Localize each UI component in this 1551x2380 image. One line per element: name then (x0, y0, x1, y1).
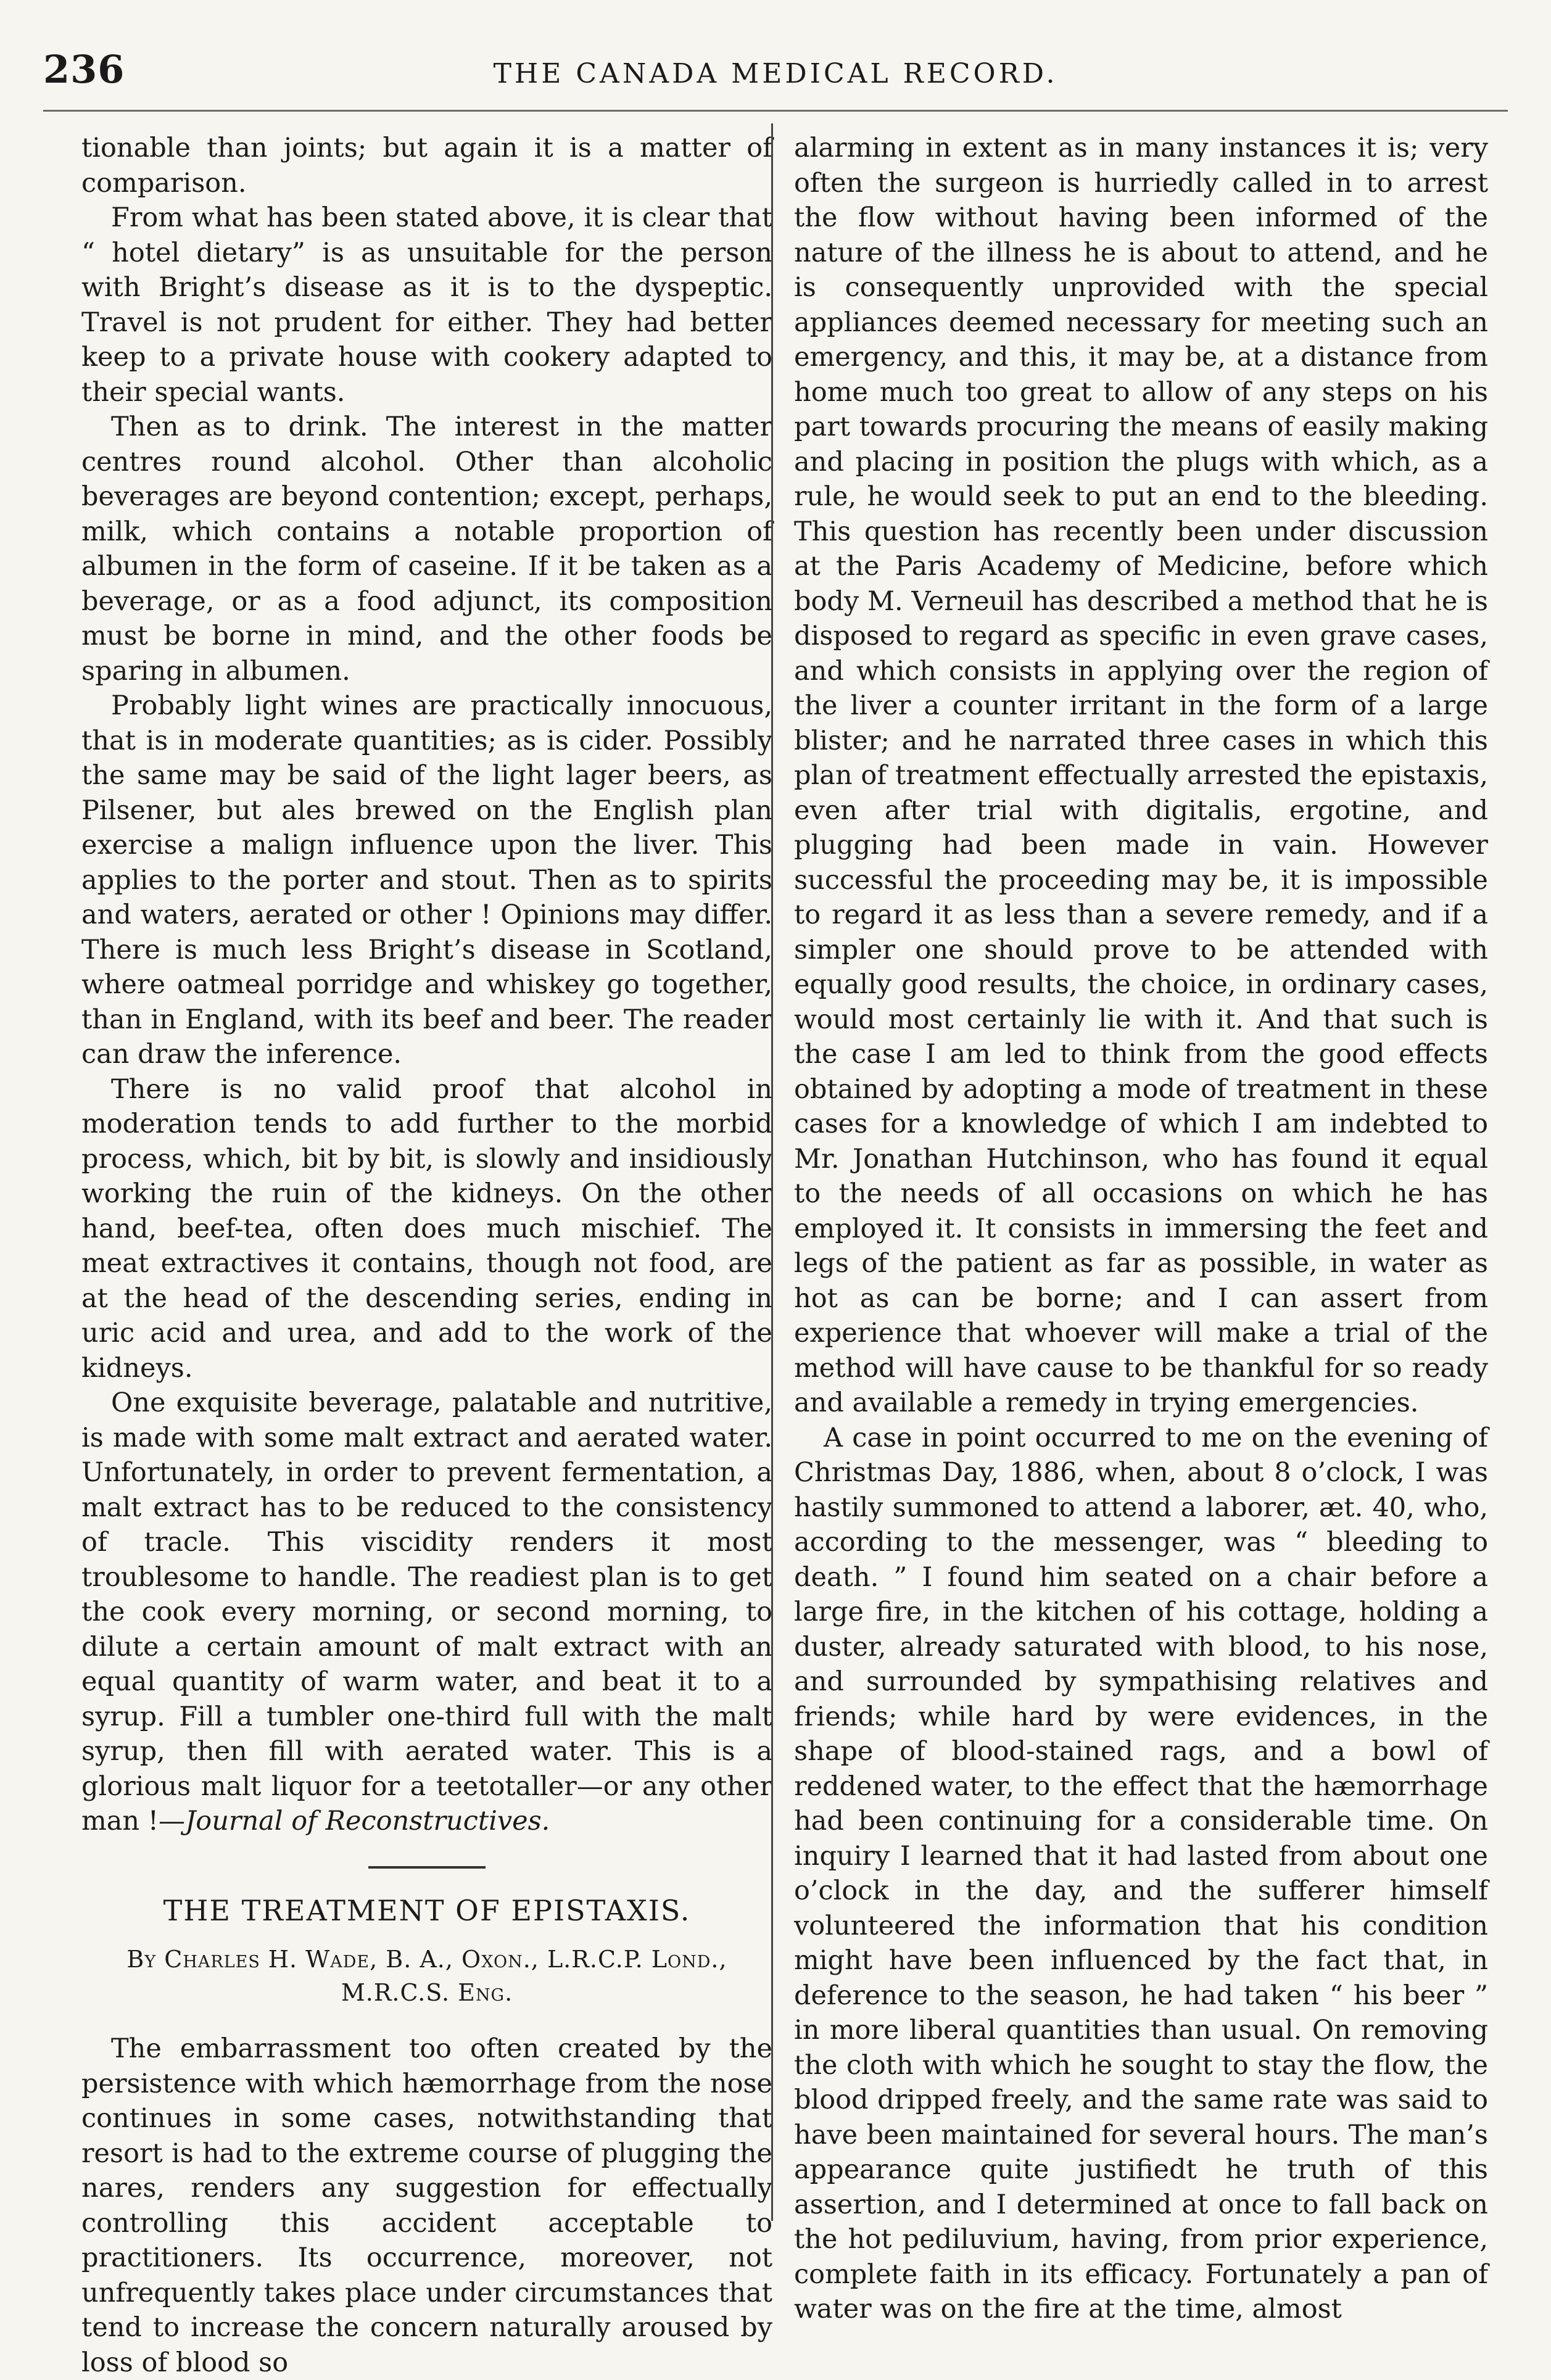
paragraph: alarming in extent as in many instances it is; very often the surgeon is hurriedly called in to arrest the flow without having been informed of the nature of the illness he is about to attend, and he is consequently unprovided with the special appliances deemed necessary for meeting such an emergency, and this, it may be, at a distance from home much too great to allow of any steps on his part towards procuring the means of easily making and placing in position the plugs with which, as a rule, he would seek to put an end to the bleeding. This question has recently been under discussion at the Paris Academy of Medicine, before which body M. Verneuil has described a method that he is disposed to regard as specific in even grave cases, and which consists in applying over the region of the liver a counter irritant in the form of a large blister; and he narrated three cases in which this plan of treatment effectually arrested the epistaxis, even after trial with digitalis, ergotine, and plugging had been made in vain. However successful the proceeding may be, it is impossible to regard it as less than a severe remedy, and if a simpler one should prove to be attended with equally good results, the choice, in ordinary cases, would most certainly lie with it. And that such is the case I am led to think from the good effects obtained by adopting a mode of treatment in these cases for a knowledge of which I am indebted to Mr. Jonathan Hutchinson, who has found it equal to the needs of all occasions on which he has employed it. It consists in immersing the feet and legs of the patient as far as possible, in water as hot as can be borne; and I can assert from experience that whoever will make a trial of the method will have cause to be thankful for so ready and available a remedy in trying emergencies. (794, 133, 1488, 1418)
byline-line: By Charles H. Wade, B. A., Oxon., L.R.C.P. Lond., (126, 1946, 727, 1973)
article-separator (368, 1866, 486, 1869)
paragraph: tionable than joints; but again it is a matter of comparison. (81, 133, 772, 199)
page-number: 236 (43, 47, 125, 92)
paragraph: The embarrassment too often created by the persistence with which hæmorrhage from the nose continues in some cases, notwithstanding that resort is had to the extreme course of plugging the nares, renders any suggestion for effectually controlling this accident acceptable to practitioners. Its occurrence, moreover, not unfrequently takes place under circumstances that tend to increase the concern naturally aroused by loss of blood so (81, 2033, 772, 2378)
left-column (81, 131, 772, 2380)
paragraph: A case in point occurred to me on the evening of Christmas Day, 1886, when, about 8 o’clock, I was hastily summoned to attend a laborer, æt. 40, who, according to the messenger, was “ bleeding to death. ” I found him seated on a chair before a large fire, in the kitchen of his cottage, holding a duster, already saturated with blood, to his nose, and surrounded by sympathising relatives and friends; while hard by were evidences, in the shape of blood-stained rags, and a bowl of reddened water, to the effect that the hæmorrhage had been continuing for a considerable time. On inquiry I learned that it had lasted from about one o’clock in the day, and the sufferer himself volunteered the information that his condition might have been influenced by the fact that, in deference to the season, he had taken “ his beer ” in more liberal quantities than usual. On removing the cloth with which he sought to stay the flow, the blood dripped freely, and the same rate was said to have been maintained for several hours. The man’s appearance quite justifiedt he truth of this assertion, and I determined at once to fall back on the hot pediluvium, having, from prior experience, complete faith in its efficacy. Fortunately a pan of water was on the fire at the time, almost (794, 1422, 1488, 2324)
page-header (43, 43, 1508, 111)
header-rule (43, 110, 1508, 112)
right-column (794, 131, 1488, 2327)
paragraph: Probably light wines are practically innocuous, that is in moderate quantities; as is cider. Possibly the same may be said of the light lager beers, as Pilsener, but ales brewed on the English plan exercise a malign influence upon the liver. This applies to the porter and stout. Then as to spirits and waters, aerated or other ! Opinions may differ. There is much less Bright’s disease in Scotland, where oatmeal porridge and whiskey go together, than in England, with its beef and beer. The reader can draw the inference. (81, 690, 772, 1070)
running-title: THE CANADA MEDICAL RECORD. (493, 58, 1058, 89)
paragraph: Then as to drink. The interest in the matter centres round alcohol. Other than alcoholic beverages are beyond contention; except, perhaps, milk, which contains a notable proportion of albumen in the form of caseine. If it be taken as a beverage, or as a food adjunct, its composition must be borne in mind, and the other foods be sparing in albumen. (81, 411, 772, 687)
paragraph: From what has been stated above, it is clear that “ hotel dietary” is as unsuitable for the person with Bright’s disease as it is to the dyspeptic. Travel is not prudent for either. They had better keep to a private house with cookery adapted to their special wants. (81, 202, 772, 408)
article-title: THE TREATMENT OF EPISTAXIS. (163, 1893, 691, 1927)
byline-line: M.R.C.S. Eng. (341, 1979, 513, 2006)
paragraph: There is no valid proof that alcohol in moderation tends to add further to the morbid process, which, bit by bit, is slowly and insidiously working the ruin of the kidneys. On the other hand, beef-tea, often does much mischief. The meat extractives it contains, though not food, are at the head of the descending series, ending in uric acid and urea, and add to the work of the kidneys. (81, 1073, 772, 1384)
paragraph-text: One exquisite beverage, palatable and nutritive, is made with some malt extract and aerated water. Unfortunately, in order to prevent fermentation, a malt extract has to be reduced to the consistency of tracle. This viscidity renders it most troublesome to handle. The readiest plan is to get the cook every morning, or second morning, to dilute a certain amount of malt extract with an equal quantity of warm water, and beat it to a syrup. Fill a tumbler one-third full with the malt syrup, then fill with aerated water. This is a glorious malt liquor for a teetotaller—or any other man !— (81, 1387, 772, 1837)
paragraph-with-source (81, 1386, 772, 1839)
source-citation: Journal of Reconstructives. (185, 1806, 550, 1837)
column-divider (771, 123, 773, 2221)
article-byline (81, 1943, 772, 2009)
